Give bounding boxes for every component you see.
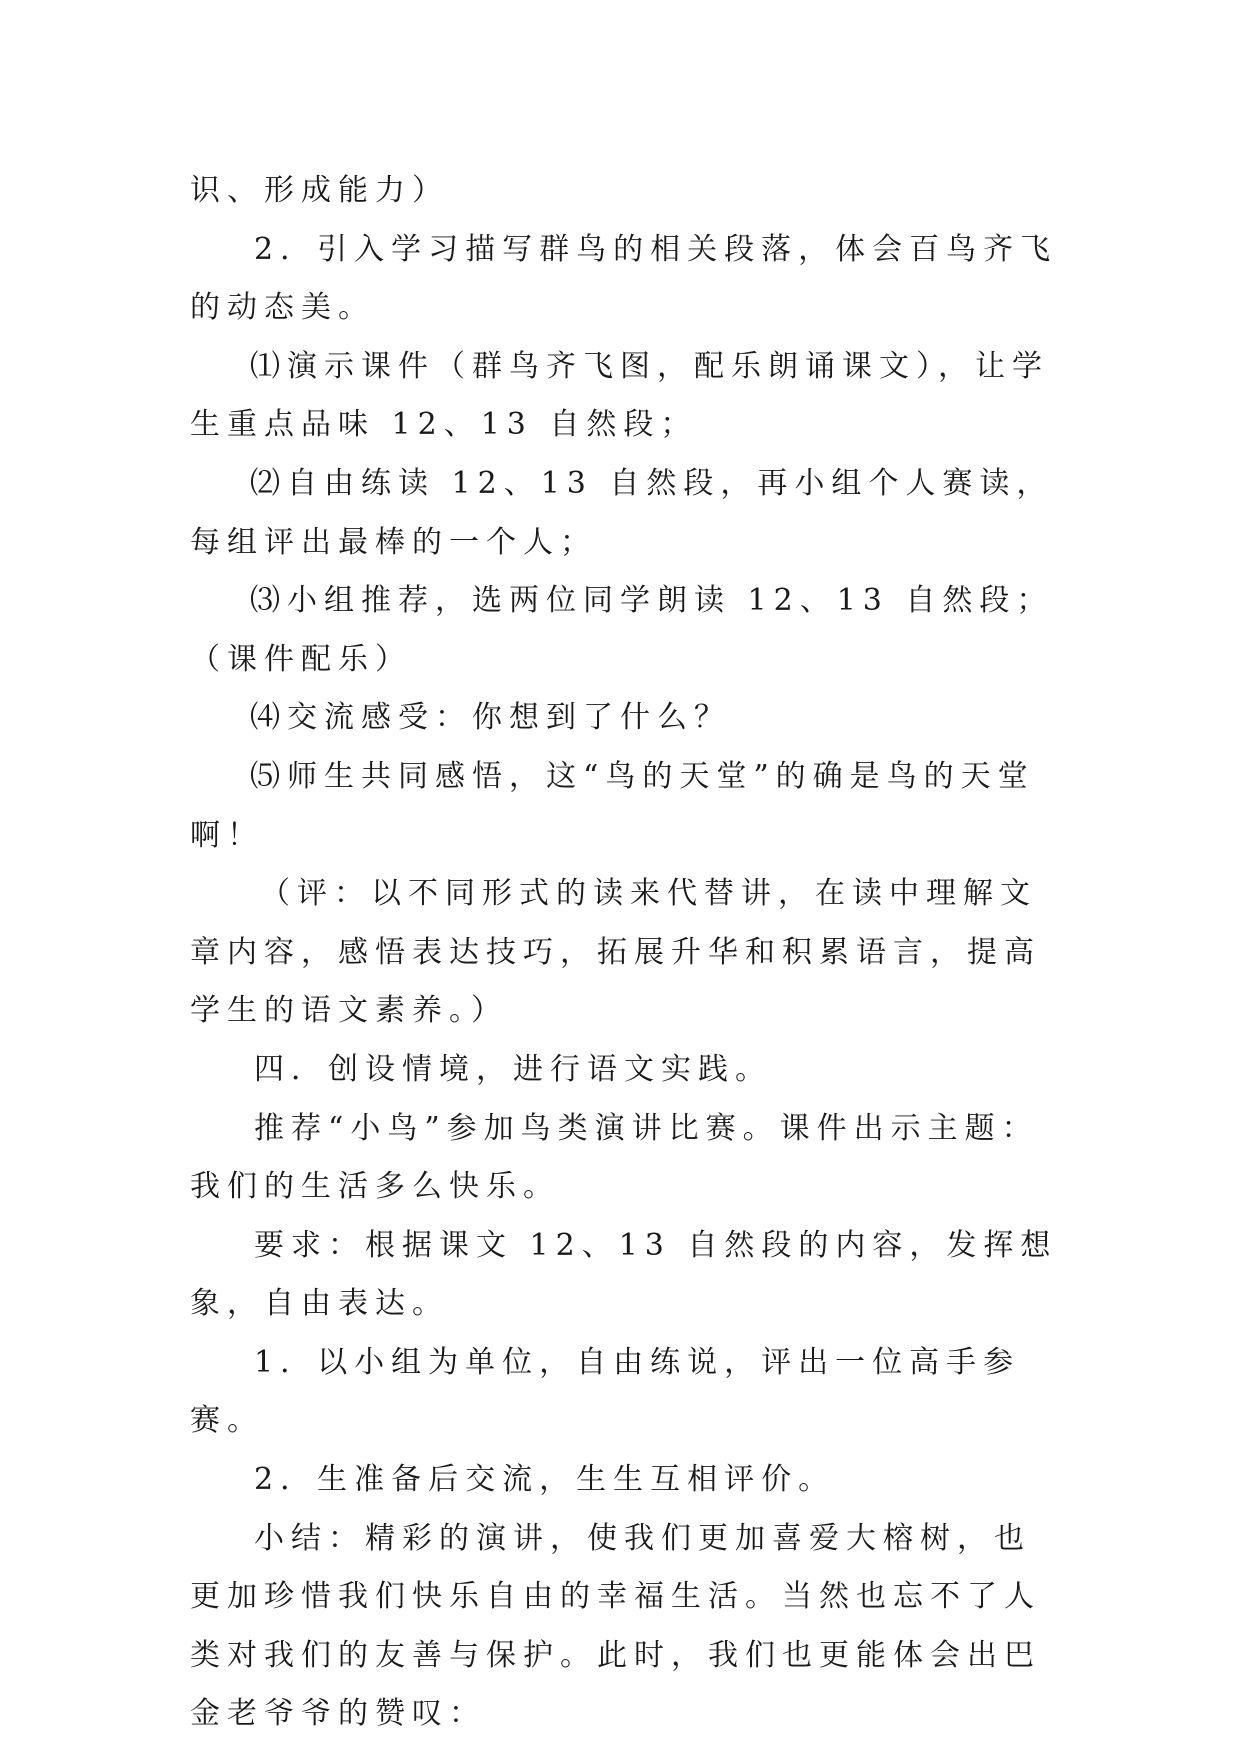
paragraph-item-4: ⑷交流感受：你想到了什么？ [250,700,731,736]
paragraph-item-3: ⑶小组推荐，选两位同学朗读 12、13 自然段；（课件配乐） [190,583,1054,677]
paragraph-item-2: ⑵自由练读 12、13 自然段，再小组个人赛读，每组评出最棒的一个人； [190,465,1054,560]
document-body [190,162,1060,1744]
paragraph-continuation: 识、形成能力） [190,173,449,208]
paragraph-summary: 小结：精彩的演讲，使我们更加喜爱大榕树，也更加珍惜我们快乐自由的幸福生活。当然也忘不了人类对我们的友善与保护。此时，我们也更能体会出巴金老爷爷的赞叹： [190,1520,1041,1732]
paragraph-step-2b: 2．生准备后交流，生生互相评价。 [254,1462,836,1498]
paragraph-step-2: 2．引入学习描写群鸟的相关段落，体会百鸟齐飞的动态美。 [190,231,1058,326]
section-heading-4: 四．创设情境，进行语文实践。 [254,1051,772,1087]
paragraph-requirement: 要求：根据课文 12、13 自然段的内容，发挥想象，自由表达。 [190,1227,1058,1322]
paragraph-recommend: 推荐“小鸟”参加鸟类演讲比赛。课件出示主题：我们的生活多么快乐。 [190,1110,1039,1205]
paragraph-step-1: 1．以小组为单位，自由练说，评出一位高手参赛。 [190,1344,1021,1439]
paragraph-item-1: ⑴演示课件（群鸟齐飞图，配乐朗诵课文），让学生重点品味 12、13 自然段； [190,348,1049,443]
paragraph-comment: （评：以不同形式的读来代替讲，在读中理解文章内容，感悟表达技巧，拓展升华和积累语言，提高学生的语文素养。） [190,876,1041,1029]
paragraph-item-5: ⑸师生共同感悟，这“鸟的天堂”的确是鸟的天堂啊！ [190,758,1035,853]
